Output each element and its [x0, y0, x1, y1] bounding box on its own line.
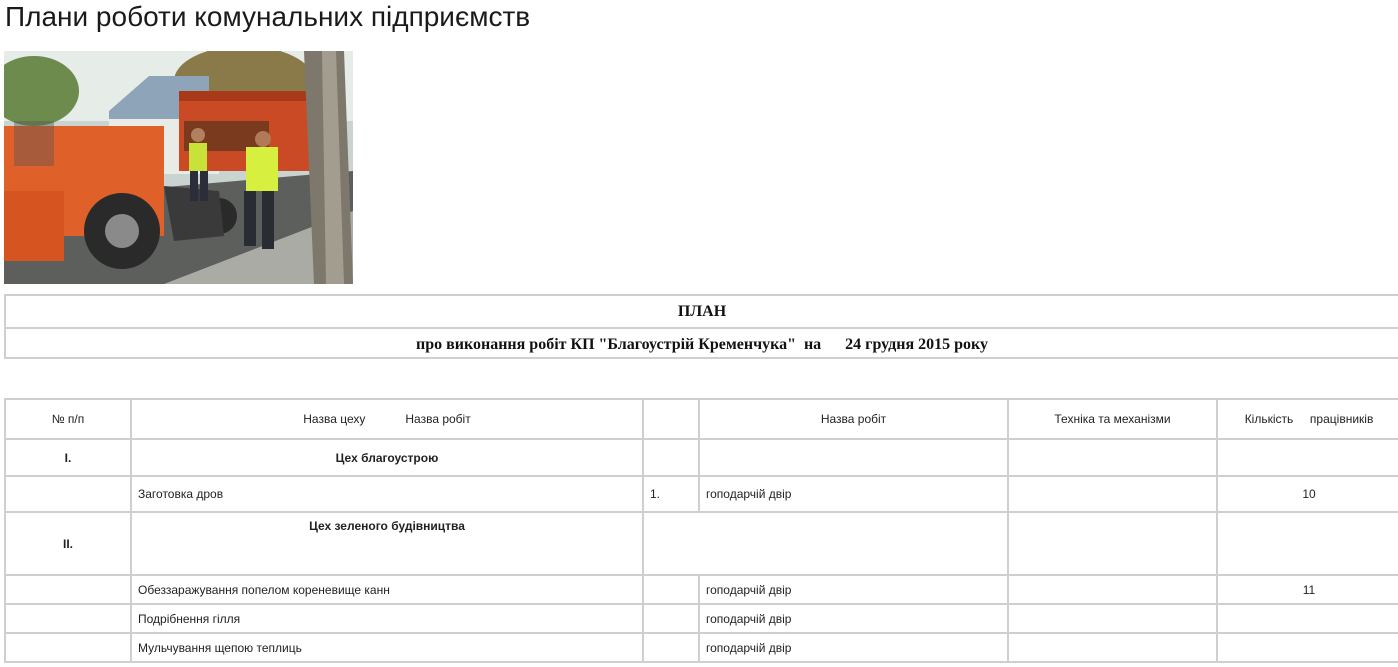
row-idx: 1.: [643, 476, 699, 512]
workers-truck-photo: [4, 51, 353, 284]
row-work: гоподарчій двір: [699, 604, 1008, 633]
plan-header: [4, 294, 1398, 359]
section-work: [699, 439, 1008, 476]
section-num: I.: [5, 439, 131, 476]
table-row: [5, 575, 1398, 604]
header-work: Назва робіт: [699, 399, 1008, 439]
row-name: Подрібнення гілля: [131, 604, 643, 633]
works-table: [4, 398, 1398, 663]
section-equipment: [1008, 439, 1217, 476]
row-equipment: [1008, 604, 1217, 633]
row-equipment: [1008, 633, 1217, 662]
section-work: [643, 512, 1008, 575]
header-equipment: Техніка та механізми: [1008, 399, 1217, 439]
section-equipment: [1008, 512, 1217, 575]
header-idx: [643, 399, 699, 439]
row-idx: [643, 633, 699, 662]
row-work: гоподарчій двір: [699, 633, 1008, 662]
header-count: Кількість працівників: [1217, 399, 1398, 439]
page-title: Плани роботи комунальних підприємств: [5, 1, 531, 32]
row-equipment: [1008, 476, 1217, 512]
header-num: № п/п: [5, 399, 131, 439]
section-name: Цех зеленого будівництва: [131, 512, 643, 575]
row-num: [5, 476, 131, 512]
section-row: [5, 512, 1398, 575]
row-idx: [643, 604, 699, 633]
row-work: гоподарчій двір: [699, 476, 1008, 512]
section-idx: [643, 439, 699, 476]
row-count: [1217, 633, 1398, 662]
table-header-row: [5, 399, 1398, 439]
row-equipment: [1008, 575, 1217, 604]
row-count: 11: [1217, 575, 1398, 604]
section-count: [1217, 512, 1398, 575]
row-name: Заготовка дров: [131, 476, 643, 512]
row-num: [5, 575, 131, 604]
row-count: 10: [1217, 476, 1398, 512]
table-row: [5, 604, 1398, 633]
header-name: Назва цеху Назва робіт: [131, 399, 643, 439]
row-name: Мульчування щепою теплиць: [131, 633, 643, 662]
section-num: II.: [5, 512, 131, 575]
row-num: [5, 604, 131, 633]
row-name: Обеззаражування попелом кореневище канн: [131, 575, 643, 604]
row-num: [5, 633, 131, 662]
table-row: [5, 633, 1398, 662]
section-count: [1217, 439, 1398, 476]
row-idx: [643, 575, 699, 604]
plan-subtitle: про виконання робіт КП "Благоустрій Кременчука" на 24 грудня 2015 року: [6, 327, 1398, 360]
table-row: [5, 476, 1398, 512]
section-row: [5, 439, 1398, 476]
row-count: [1217, 604, 1398, 633]
plan-heading: ПЛАН: [677, 302, 727, 320]
row-work: гоподарчій двір: [699, 575, 1008, 604]
section-name: Цех благоустрою: [131, 439, 643, 476]
